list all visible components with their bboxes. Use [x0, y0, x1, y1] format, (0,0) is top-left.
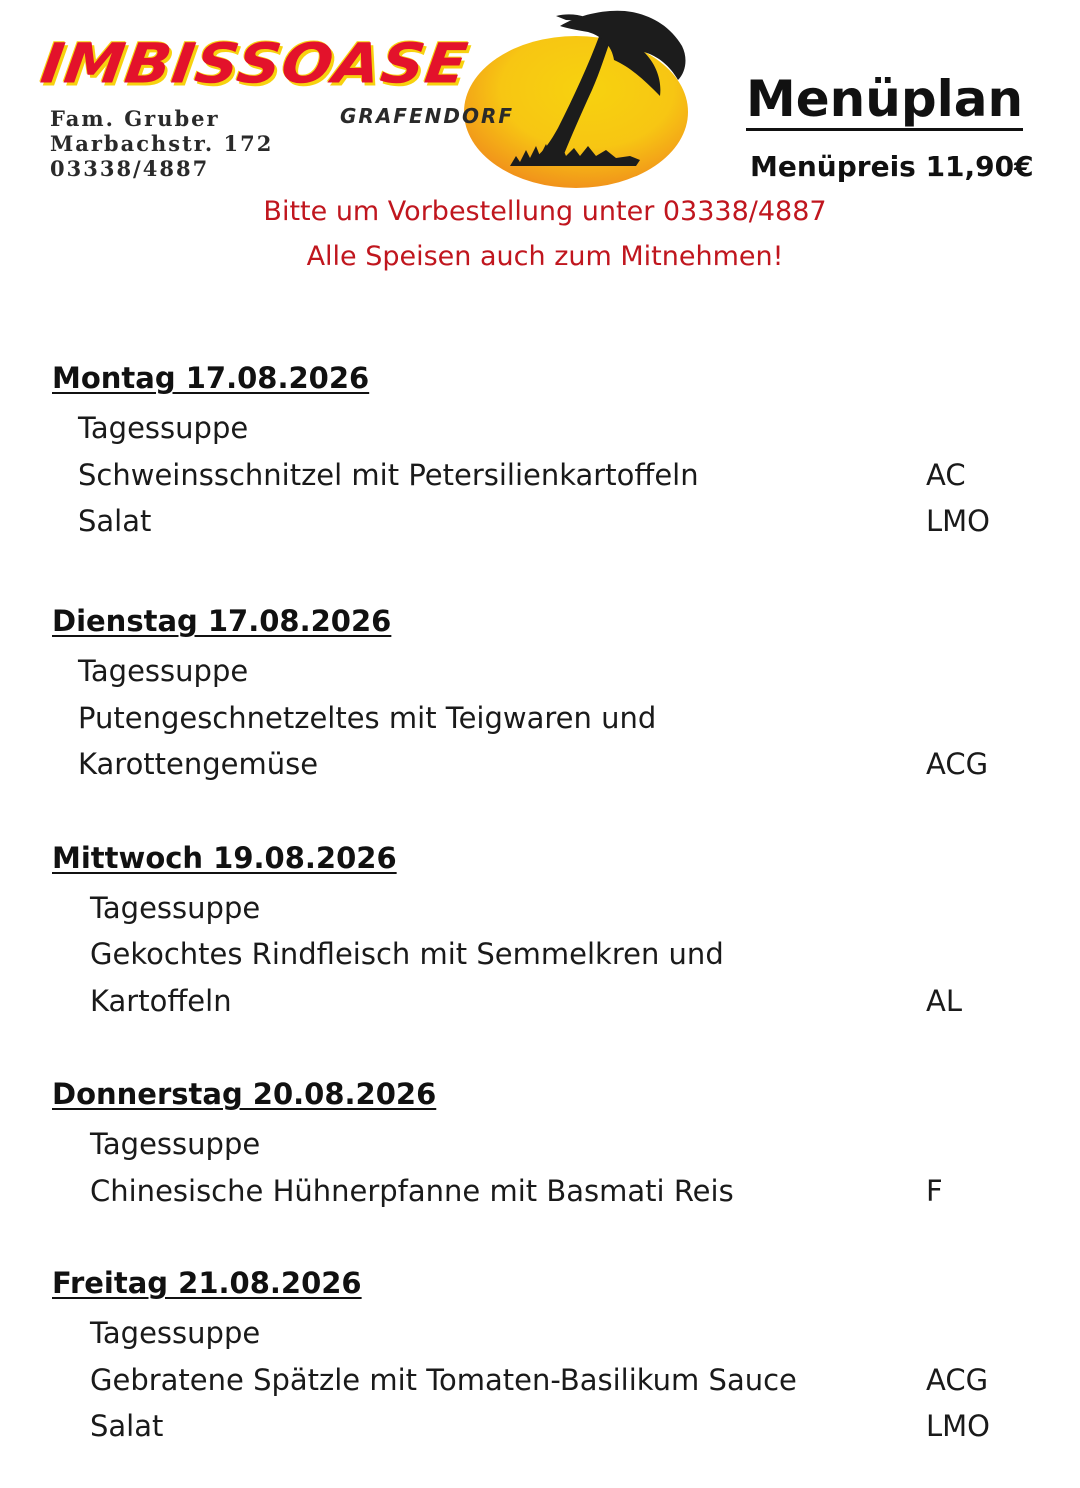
day-title: Donnerstag 20.08.2026: [52, 1077, 437, 1111]
allergen-code: LMO: [926, 1409, 991, 1443]
brand-name: IMBISSOASE: [36, 32, 473, 97]
brand-town: GRAFENDORF: [340, 104, 515, 128]
menu-item: Tagessuppe: [78, 654, 249, 688]
allergen-code: F: [926, 1174, 943, 1208]
menu-item: Chinesische Hühnerpfanne mit Basmati Reis: [90, 1174, 734, 1208]
menu-item: Kartoffeln: [90, 984, 232, 1018]
menu-price: Menüpreis 11,90€: [750, 150, 1034, 183]
takeaway-notice: Alle Speisen auch zum Mitnehmen!: [306, 241, 784, 272]
allergen-code: LMO: [926, 504, 991, 538]
day-title: Mittwoch 19.08.2026: [52, 841, 397, 875]
allergen-code: AL: [926, 984, 962, 1018]
address-family: Fam. Gruber: [50, 106, 220, 131]
allergen-code: ACG: [926, 1363, 989, 1397]
menu-item: Putengeschnetzeltes mit Teigwaren und: [78, 701, 657, 735]
menu-item: Gebratene Spätzle mit Tomaten-Basilikum Sauce: [90, 1363, 797, 1397]
logo: [36, 6, 700, 192]
menu-item: Tagessuppe: [90, 1127, 261, 1161]
allergen-code: ACG: [926, 747, 989, 781]
address-block: [50, 106, 273, 181]
menu-item: Salat: [90, 1409, 164, 1443]
day-title: Montag 17.08.2026: [52, 361, 370, 395]
menu-item: Tagessuppe: [90, 891, 261, 925]
day-title: Freitag 21.08.2026: [52, 1266, 362, 1300]
menu-item: Karottengemüse: [78, 747, 319, 781]
preorder-notice: Bitte um Vorbestellung unter 03338/4887: [263, 196, 827, 227]
menu-item: Tagessuppe: [78, 411, 249, 445]
menu-item: Schweinsschnitzel mit Petersilienkartoffeln: [78, 458, 699, 492]
page-title: Menüplan: [746, 70, 1023, 131]
day-title: Dienstag 17.08.2026: [52, 604, 392, 638]
address-phone: 03338/4887: [50, 156, 210, 181]
menu-item: Tagessuppe: [90, 1316, 261, 1350]
menu-item: Salat: [78, 504, 152, 538]
allergen-code: AC: [926, 458, 966, 492]
menu-item: Gekochtes Rindfleisch mit Semmelkren und: [90, 937, 724, 971]
address-street: Marbachstr. 172: [50, 131, 274, 156]
